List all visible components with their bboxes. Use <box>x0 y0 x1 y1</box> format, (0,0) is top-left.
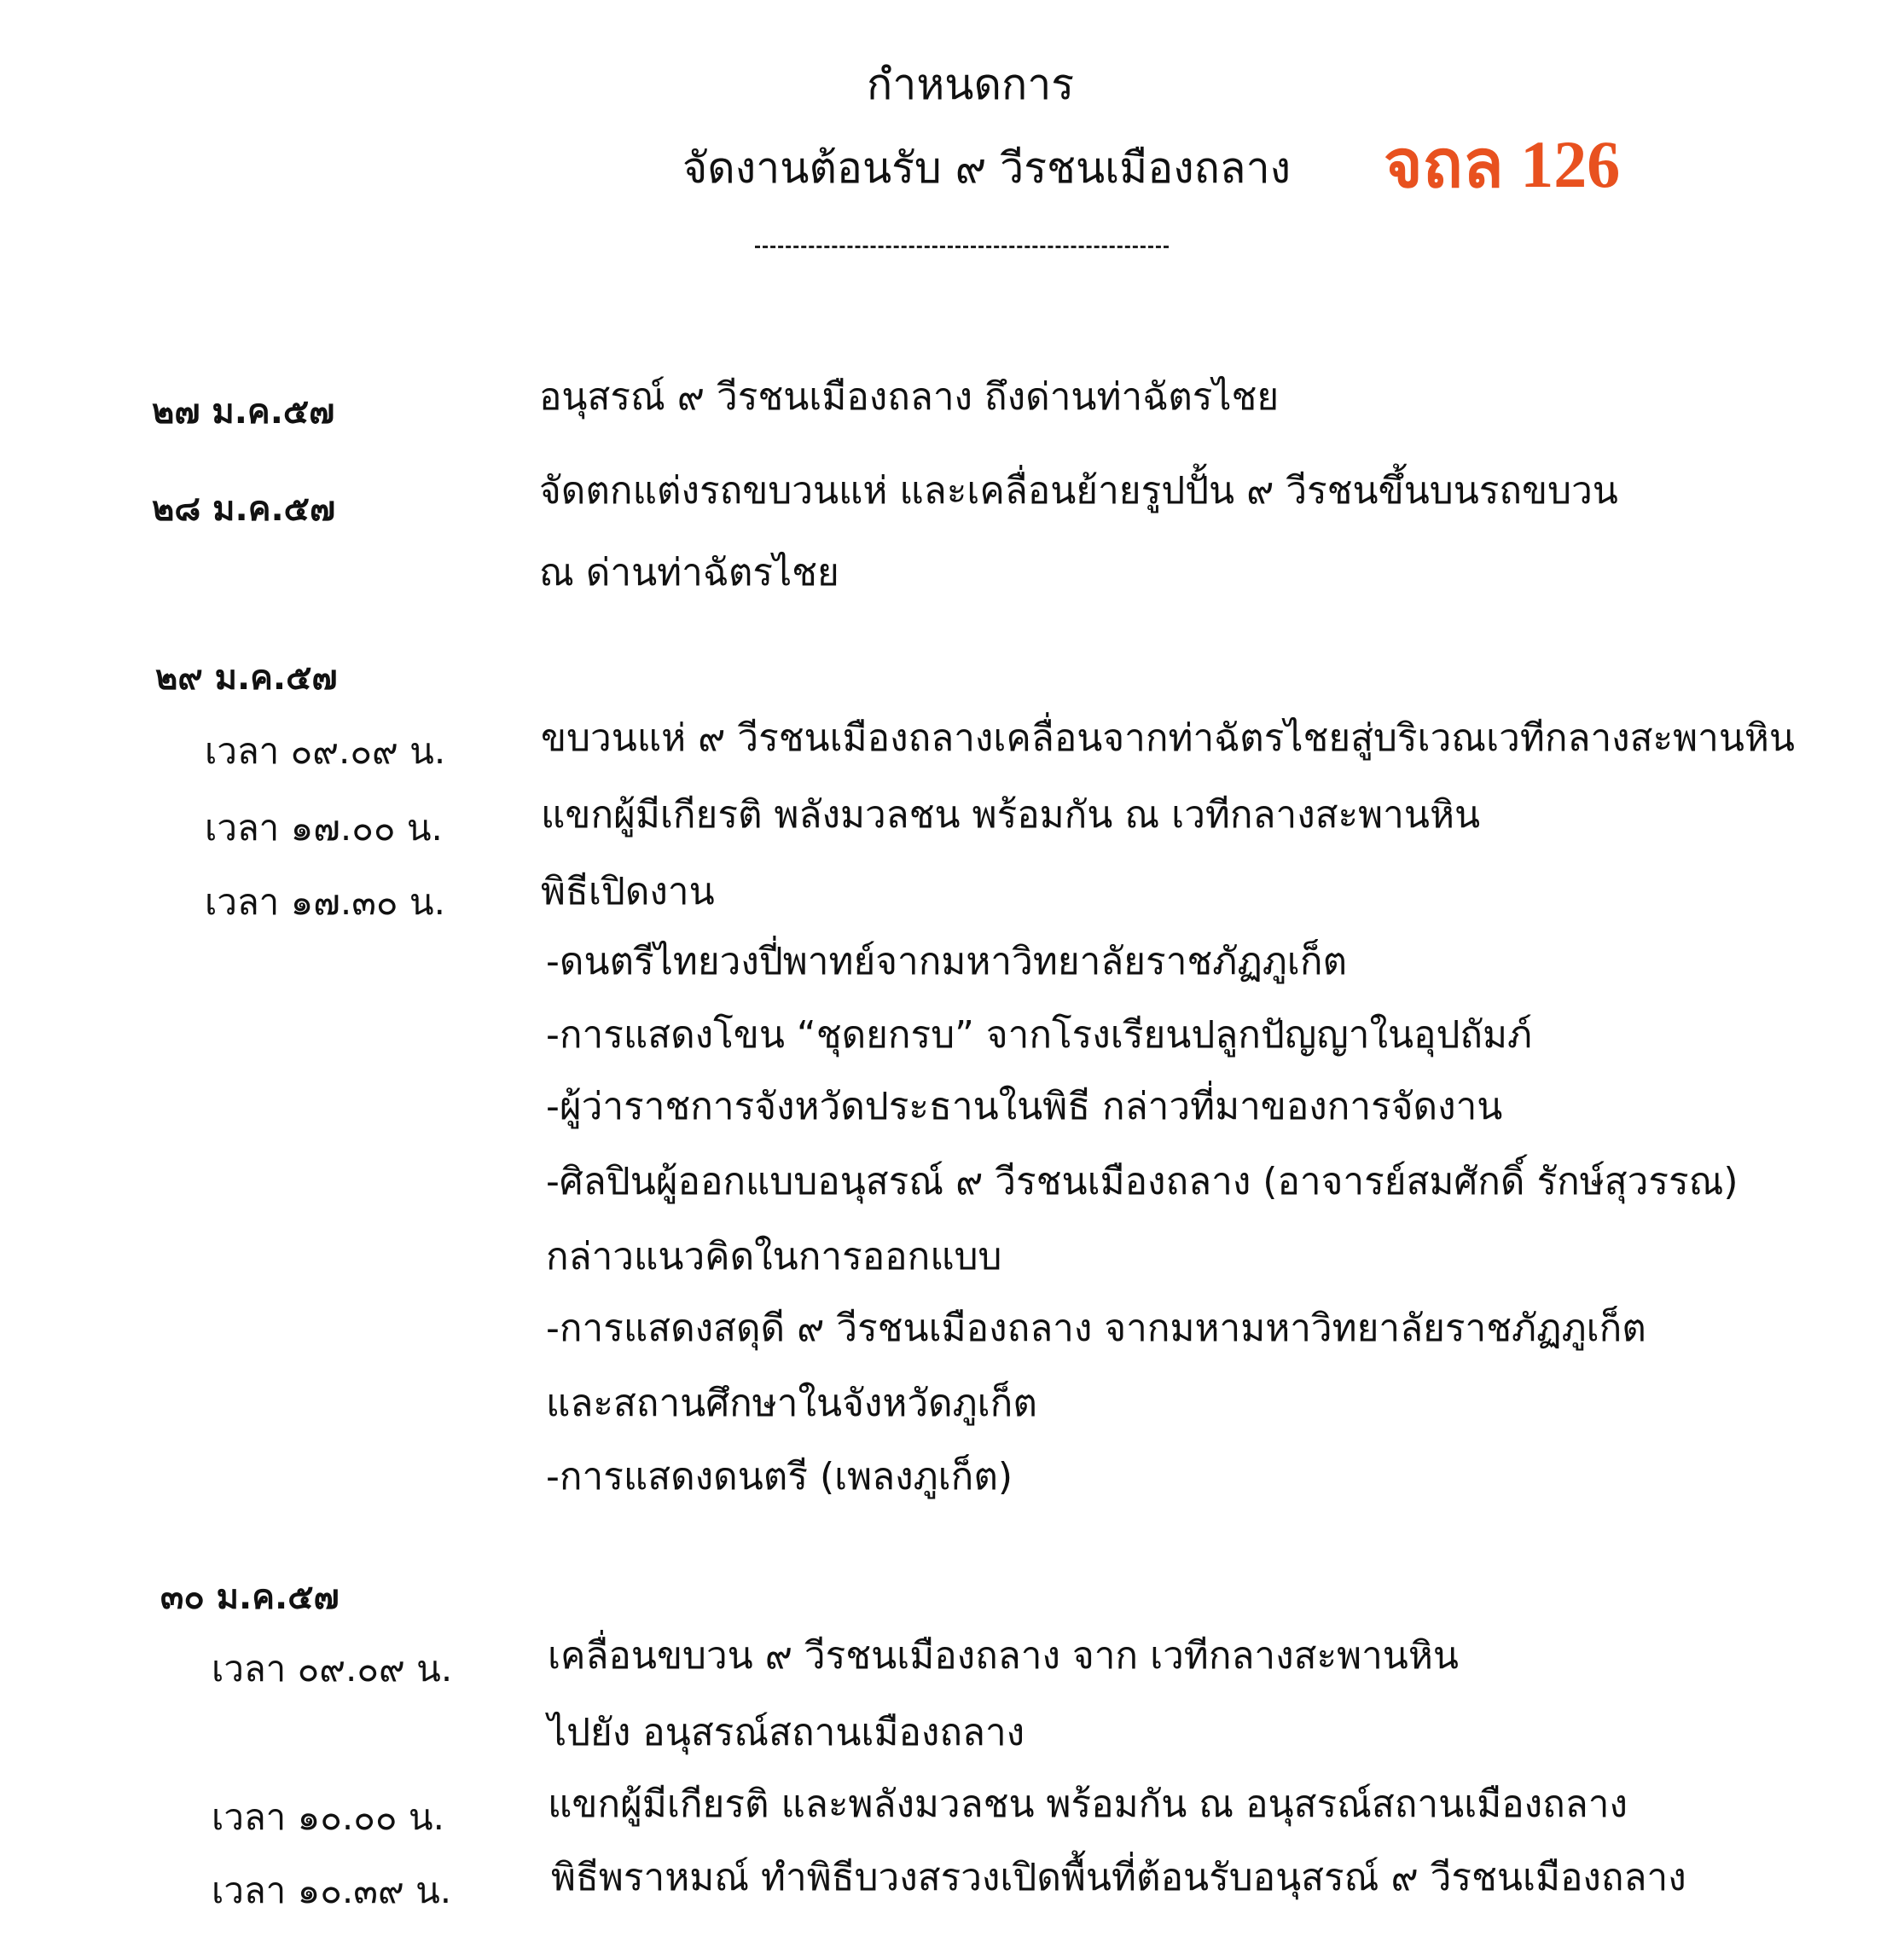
agenda-item: -การแสดงโขน “ชุดยกรบ” จากโรงเรียนปลูกปัญญาในอุปถัมภ์ <box>546 1013 1533 1057</box>
schedule-text: เคลื่อนขบวน ๙ วีรชนเมืองถลาง จาก เวทีกลางสะพานหิน <box>548 1634 1459 1678</box>
schedule-text: ไปยัง อนุสรณ์สถานเมืองถลาง <box>548 1711 1025 1754</box>
schedule-text: แขกผู้มีเกียรติ พลังมวลชน พร้อมกัน ณ เวทีกลางสะพานหิน <box>541 793 1481 837</box>
date-27: ๒๗ ม.ค.๕๗ <box>152 392 335 432</box>
time-label: เวลา ๐๙.๐๙ น. <box>205 730 446 772</box>
schedule-text: จัดตกแต่งรถขบวนแห่ และเคลื่อนย้ายรูปปั้น ๙ วีรชนขึ้นบนรถขบวน <box>539 469 1618 513</box>
agenda-item: -การแสดงดนตรี (เพลงภูเก็ต) <box>546 1455 1013 1499</box>
schedule-text: แขกผู้มีเกียรติ และพลังมวลชน พร้อมกัน ณ อนุสรณ์สถานเมืองถลาง <box>548 1783 1628 1826</box>
separator-line <box>755 246 1169 248</box>
schedule-text: อนุสรณ์ ๙ วีรชนเมืองถลาง ถึงด่านท่าฉัตรไชย <box>539 375 1280 419</box>
schedule-text: ขบวนแห่ ๙ วีรชนเมืองถลางเคลื่อนจากท่าฉัตรไชยสู่บริเวณเวทีกลางสะพานหิน <box>541 716 1796 760</box>
time-label: เวลา ๐๙.๐๙ น. <box>212 1648 453 1690</box>
date-29: ๒๙ ม.ค.๕๗ <box>155 658 338 698</box>
agenda-item: -ดนตรีไทยวงปี่พาทย์จากมหาวิทยาลัยราชภัฏภูเก็ต <box>546 940 1348 983</box>
schedule-text: พิธีพราหมณ์ ทำพิธีบวงสรวงเปิดพื้นที่ต้อนรับอนุสรณ์ ๙ วีรชนเมืองถลาง <box>551 1856 1686 1899</box>
time-label: เวลา ๑๐.๐๐ น. <box>212 1796 444 1838</box>
date-30: ๓๐ ม.ค.๕๗ <box>160 1578 340 1617</box>
document-code: จถล 126 <box>1384 127 1621 201</box>
schedule-text: พิธีเปิดงาน <box>541 870 715 913</box>
document-title: กำหนดการ <box>867 60 1075 109</box>
agenda-item: -ศิลปินผู้ออกแบบอนุสรณ์ ๙ วีรชนเมืองถลาง (อาจารย์สมศักดิ์ รักษ์สุวรรณ) <box>546 1160 1739 1203</box>
document-subtitle: จัดงานต้อนรับ ๙ วีรชนเมืองถลาง <box>682 143 1292 193</box>
time-label: เวลา ๑๐.๓๙ น. <box>212 1870 452 1911</box>
date-28: ๒๘ ม.ค.๕๗ <box>152 490 336 529</box>
schedule-text: ณ ด่านท่าฉัตรไชย <box>539 551 839 594</box>
time-label: เวลา ๑๗.๓๐ น. <box>205 881 445 923</box>
agenda-item: กล่าวแนวคิดในการออกแบบ <box>546 1235 1002 1278</box>
agenda-item: -การแสดงสดุดี ๙ วีรชนเมืองถลาง จากมหามหาวิทยาลัยราชภัฏภูเก็ต <box>546 1307 1646 1350</box>
agenda-item: -ผู้ว่าราชการจังหวัดประธานในพิธี กล่าวที่มาของการจัดงาน <box>546 1085 1503 1128</box>
time-label: เวลา ๑๗.๐๐ น. <box>205 807 443 849</box>
agenda-item: และสถานศึกษาในจังหวัดภูเก็ต <box>546 1382 1037 1425</box>
